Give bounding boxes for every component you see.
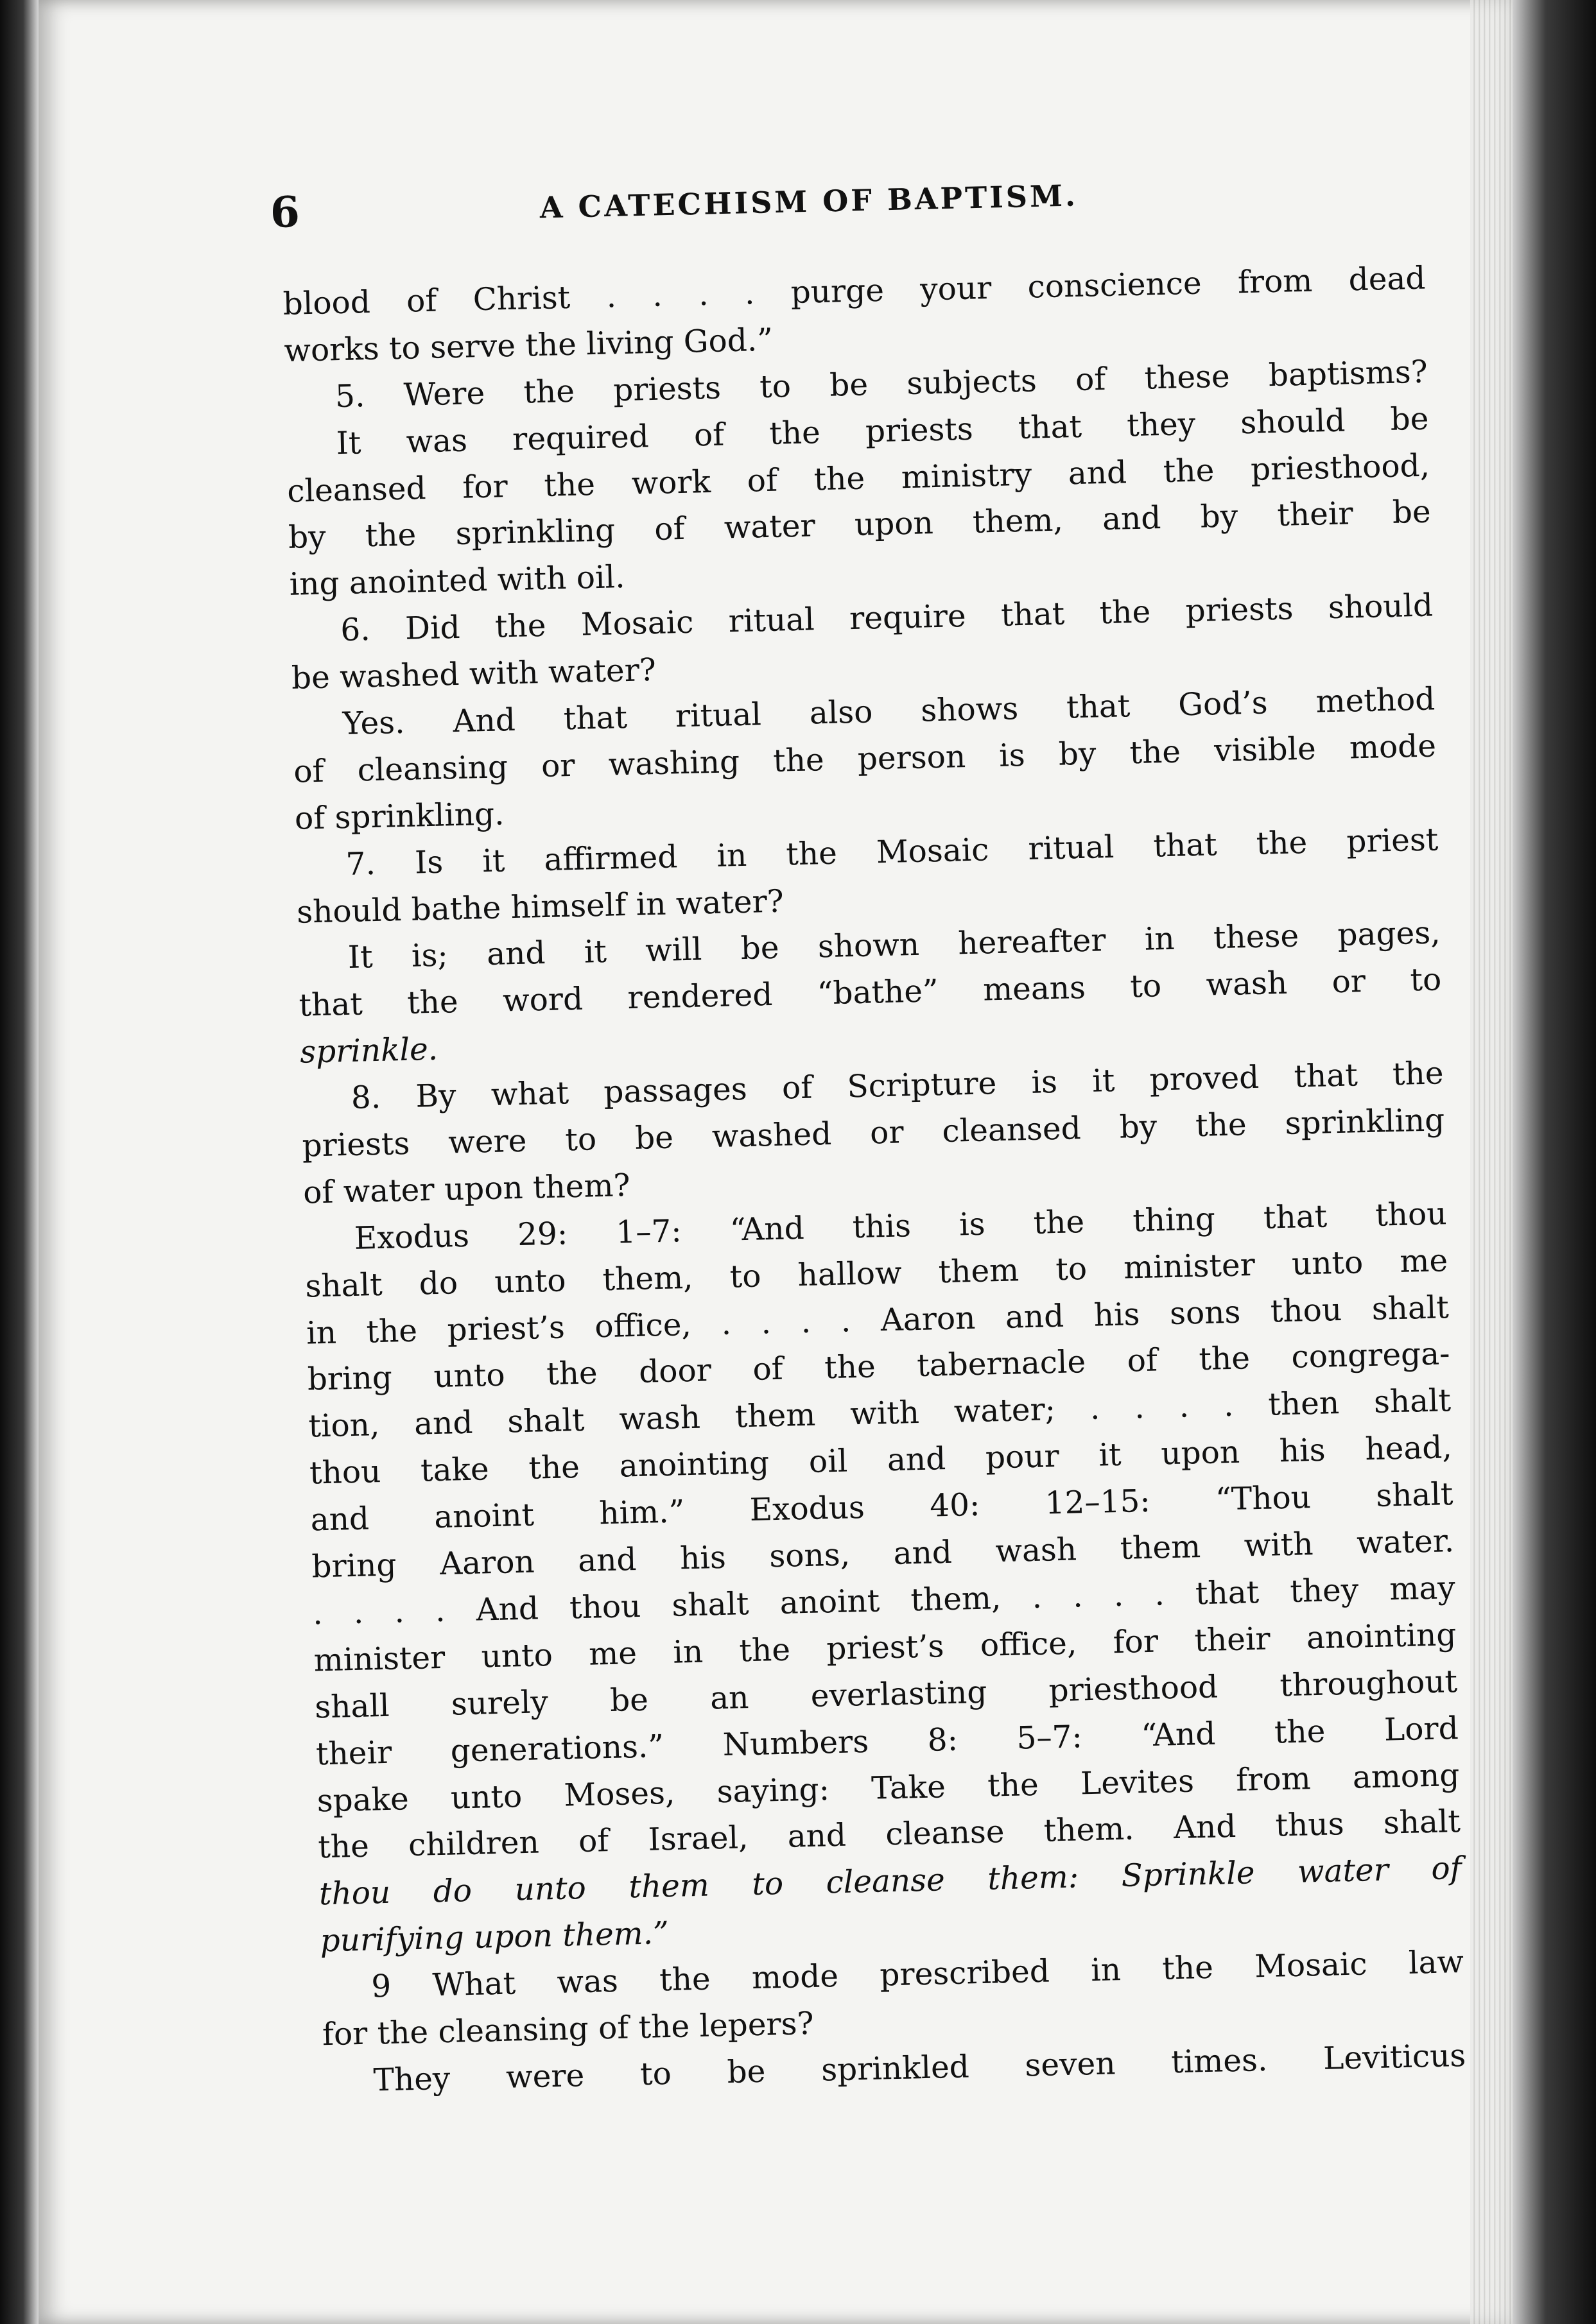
text-line: . . . . And thou shalt anoint them, . . . . that they may	[312, 1570, 1456, 1632]
text-line: 9 What was the mode prescribed in the Mosaic law	[370, 1944, 1464, 2005]
text-line: They were to be sprinkled seven times. Leviticus	[373, 2037, 1466, 2099]
text-line: 8. By what passages of Scripture is it proved that the	[351, 1055, 1444, 1117]
body-text	[282, 255, 1466, 2105]
text-line: of water upon them?	[302, 1167, 631, 1211]
text-line: spake unto Moses, saying: Take the Levites from among	[317, 1757, 1460, 1819]
text-line: minister unto me in the priest’s office, for their anointing	[313, 1616, 1457, 1679]
text-line: should bathe himself in water?	[296, 883, 785, 931]
text-line: priests were to be washed or cleansed by the sprinkling	[301, 1102, 1445, 1164]
text-line: and anoint him.” Exodus 40: 12–15: “Thou shalt	[310, 1476, 1453, 1538]
text-line: works to serve the living God.”	[283, 322, 774, 369]
text-line: thou take the anointing oil and pour it upon his head,	[309, 1429, 1453, 1492]
text-line: that the word rendered “bathe” means to wash or to	[298, 961, 1442, 1024]
text-line: Exodus 29: 1–7: “And this is the thing that thou	[354, 1196, 1448, 1257]
text-line: of cleansing or washing the person is by the visible mode	[293, 728, 1437, 790]
text-line: shall surely be an everlasting priesthood throughout	[314, 1663, 1458, 1726]
page-number: 6	[270, 186, 300, 237]
text-line: bring unto the door of the tabernacle of the congrega-	[307, 1336, 1451, 1399]
text-line: purifying upon them.”	[320, 1915, 670, 1959]
text-line: 7. Is it affirmed in the Mosaic ritual that the priest	[345, 822, 1439, 882]
text-line: shalt do unto them, to hallow them to minister unto me	[304, 1242, 1448, 1305]
running-title: A CATECHISM OF BAPTISM.	[539, 178, 1079, 225]
text-line: in the priest’s office, . . . . Aaron and his sons thou shalt	[306, 1289, 1450, 1352]
text-line: by the sprinkling of water upon them, and by their be	[288, 494, 1432, 556]
text-line: 5. Were the priests to be subjects of these baptisms?	[334, 354, 1428, 415]
text-line: Yes. And that ritual also shows that God’s method	[342, 681, 1436, 743]
book-fore-edge	[1513, 0, 1596, 2324]
text-line: 6. Did the Mosaic ritual require that the priests should	[340, 587, 1434, 649]
text-line: It is; and it will be shown hereafter in these pages,	[347, 915, 1441, 976]
text-line: cleansed for the work of the ministry and the priesthood,	[286, 447, 1430, 510]
text-line: for the cleansing of the lepers?	[322, 2005, 815, 2053]
book-binding-edge	[0, 0, 39, 2324]
text-line: their generations.” Numbers 8: 5–7: “And the Lord	[315, 1710, 1459, 1773]
text-line: ing anointed with oil.	[289, 559, 626, 603]
text-line: be washed with water?	[291, 652, 657, 696]
text-line: blood of Christ . . . . purge your conscience from dead	[282, 260, 1426, 322]
text-line: thou do unto them to cleanse them: Sprinkle water of	[318, 1850, 1462, 1913]
text-line: of sprinkling.	[294, 796, 505, 837]
text-line: It was required of the priests that they should be	[336, 400, 1429, 461]
text-line: bring Aaron and his sons, and wash them with water.	[311, 1523, 1455, 1585]
text-line: the children of Israel, and cleanse them. And thus shalt	[317, 1803, 1461, 1866]
text-line: tion, and shalt wash them with water; . . . . then shalt	[308, 1382, 1452, 1445]
text-line: sprinkle.	[299, 1031, 438, 1071]
